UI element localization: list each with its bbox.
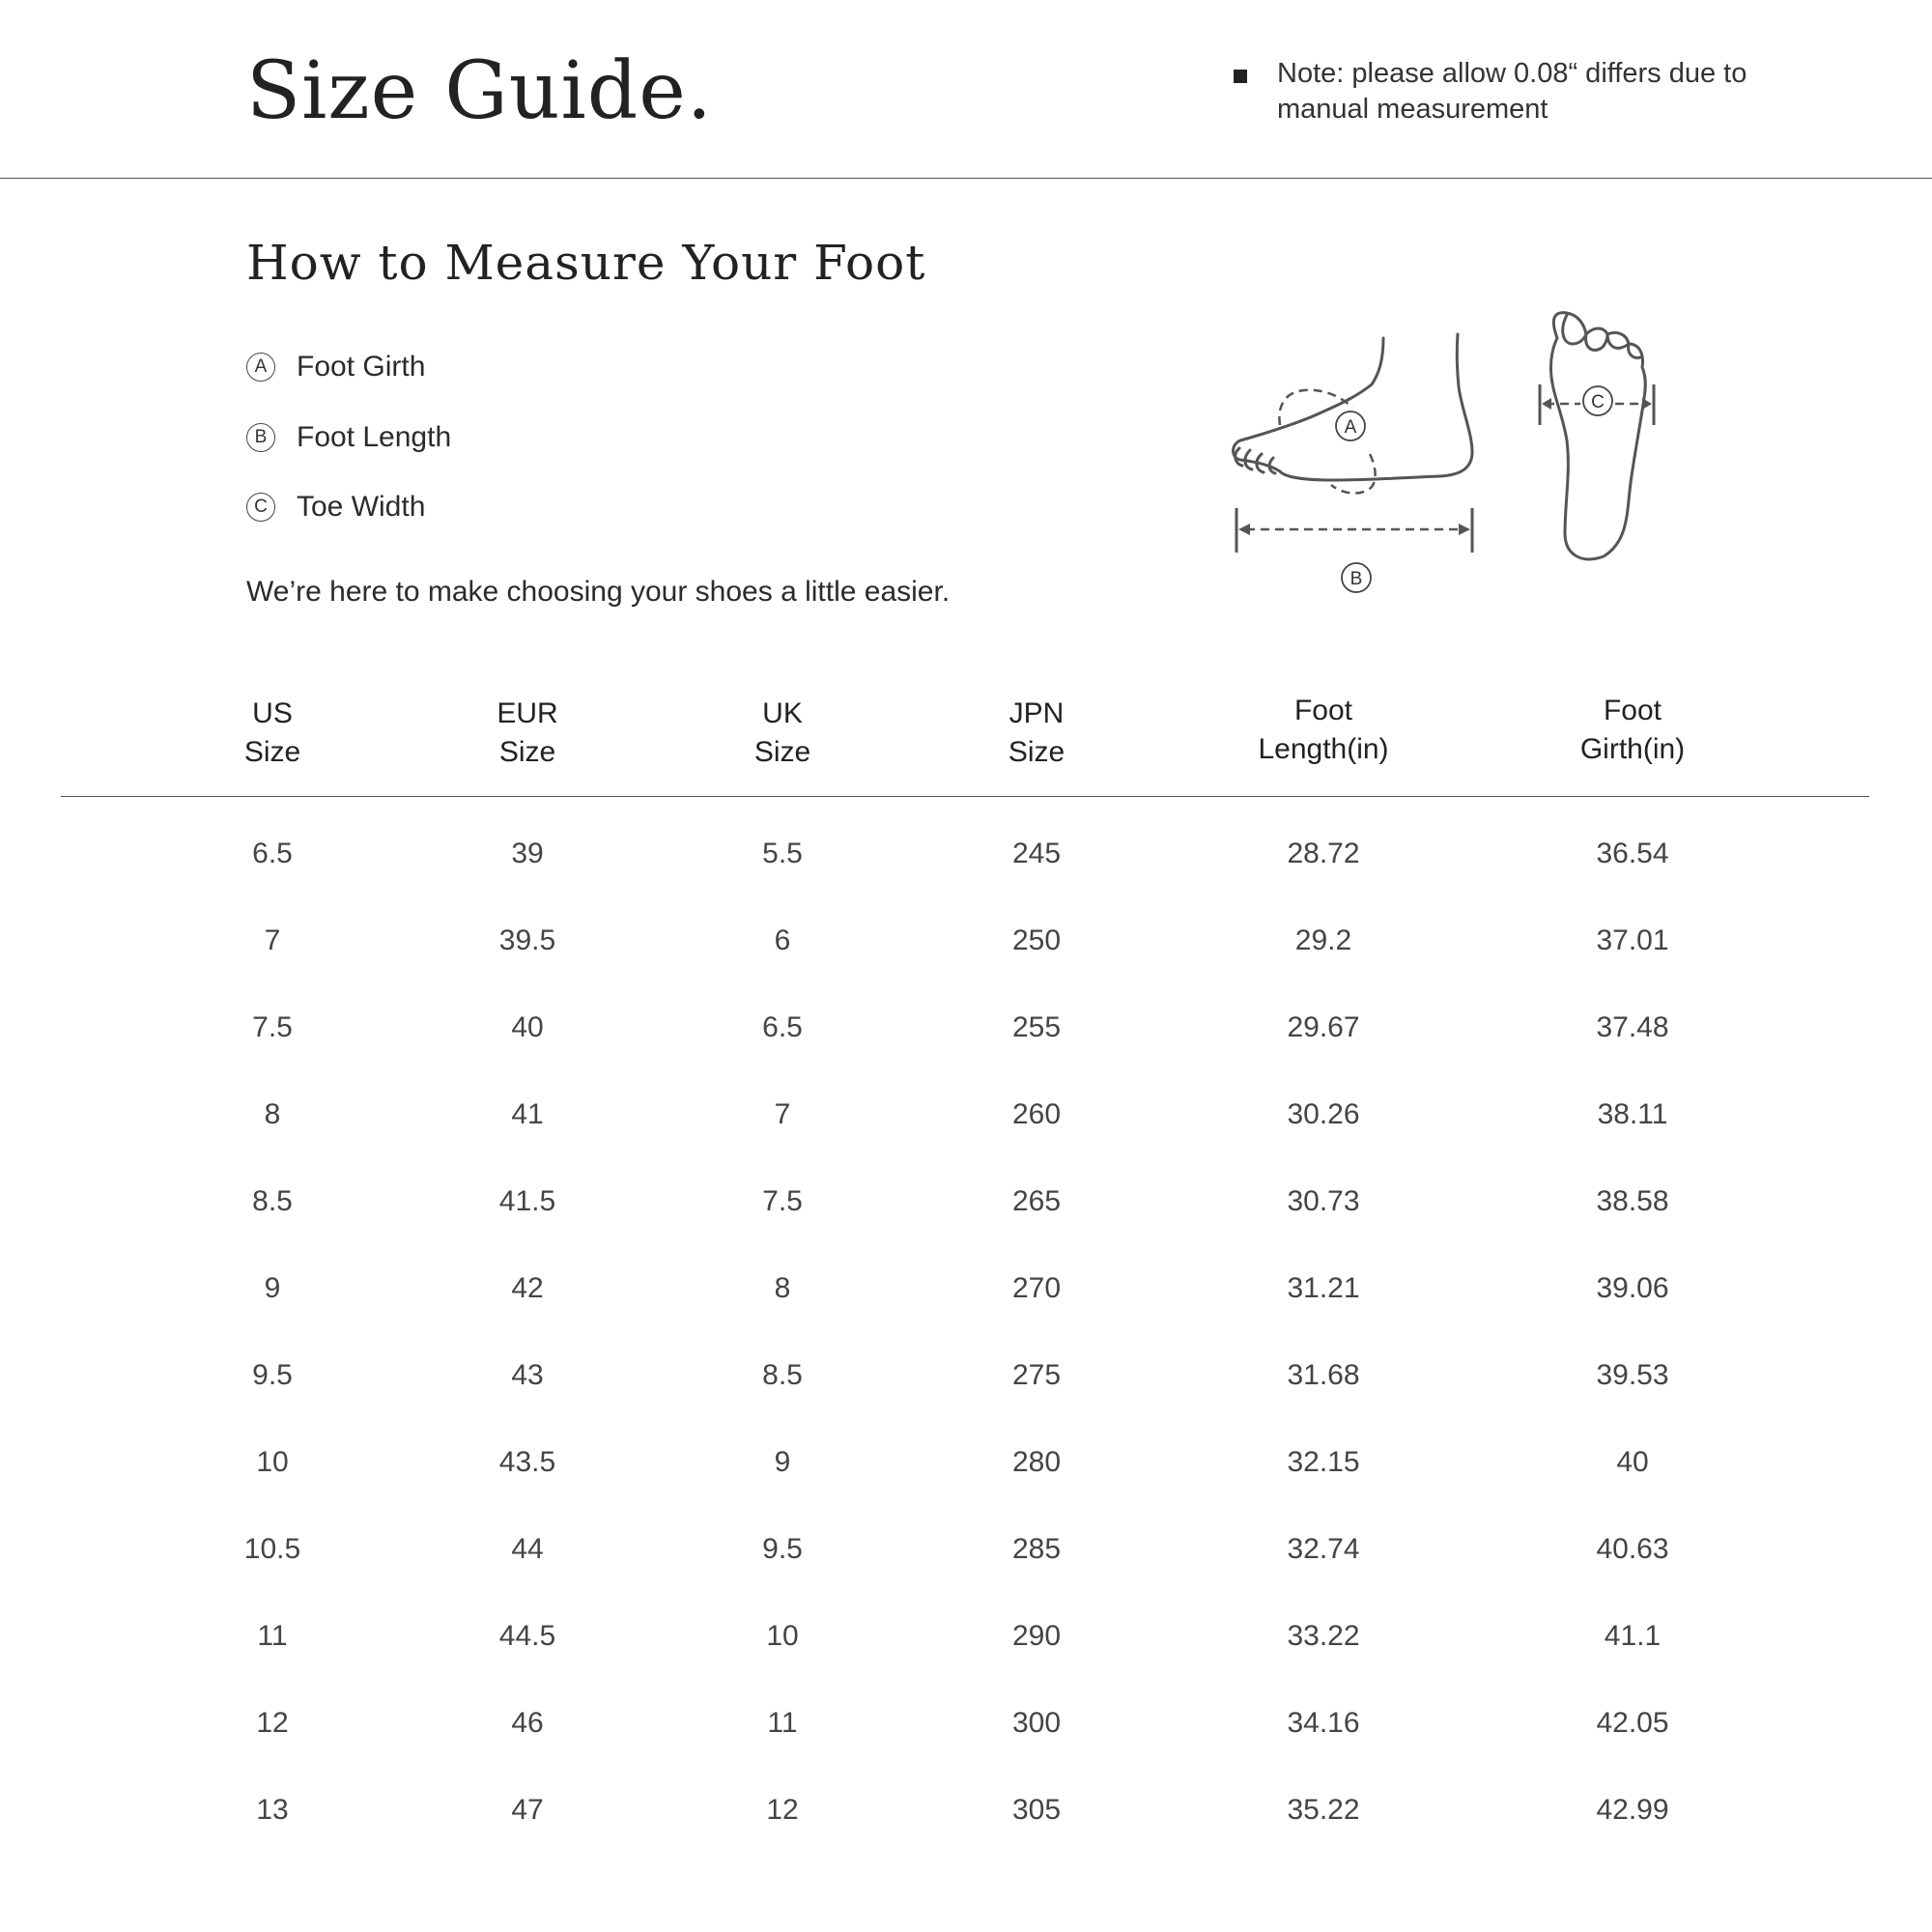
cell-uk-size: 7.5 (762, 1185, 803, 1217)
cell-eur-size: 41.5 (498, 1185, 556, 1217)
cell-uk-size: 6 (774, 924, 791, 956)
cell-jpn-size: 300 (1011, 1707, 1062, 1739)
cell-eur-size: 44.5 (498, 1620, 556, 1652)
cell-foot-length: 29.2 (1294, 924, 1352, 956)
cell-us-size: 13 (256, 1794, 289, 1826)
side-foot-outline (1234, 334, 1473, 480)
cell-foot-girth: 36.54 (1596, 838, 1669, 869)
header-divider (0, 178, 1932, 179)
cell-eur-size: 39.5 (498, 924, 556, 956)
cell-jpn-size: 245 (1011, 838, 1062, 869)
cell-foot-length: 30.26 (1287, 1098, 1360, 1130)
cell-foot-length: 28.72 (1287, 838, 1360, 869)
diagram-label-b: B (1350, 569, 1363, 589)
cell-foot-length: 34.16 (1287, 1707, 1360, 1739)
cell-us-size: 11 (257, 1620, 288, 1652)
legend-label: Foot Length (297, 421, 452, 453)
length-arrowhead-left (1238, 524, 1250, 535)
cell-eur-size: 43 (511, 1359, 544, 1391)
cell-foot-length: 33.22 (1287, 1620, 1360, 1652)
cell-us-size: 10 (256, 1446, 289, 1478)
cell-uk-size: 10 (766, 1620, 799, 1652)
cell-us-size: 12 (256, 1707, 289, 1739)
page-title: Size Guide. (246, 45, 713, 137)
cell-jpn-size: 255 (1011, 1011, 1062, 1043)
cell-uk-size: 8 (774, 1272, 791, 1304)
diagram-label-a: A (1344, 417, 1357, 438)
width-arrowhead-left (1542, 398, 1551, 410)
cell-foot-length: 32.74 (1287, 1533, 1360, 1565)
cell-eur-size: 40 (511, 1011, 544, 1043)
legend-item-foot-length (246, 418, 451, 457)
cell-eur-size: 44 (511, 1533, 544, 1565)
cell-uk-size: 11 (767, 1707, 798, 1739)
table-header-divider (61, 796, 1869, 797)
cell-eur-size: 41 (511, 1098, 544, 1130)
cell-us-size: 9 (264, 1272, 281, 1304)
cell-foot-girth: 42.05 (1596, 1707, 1669, 1739)
cell-foot-length: 31.21 (1287, 1272, 1360, 1304)
cell-jpn-size: 305 (1011, 1794, 1062, 1826)
cell-us-size: 7.5 (252, 1011, 293, 1043)
cell-us-size: 6.5 (252, 838, 293, 869)
cell-foot-girth: 37.01 (1596, 924, 1669, 956)
cell-foot-length: 30.73 (1287, 1185, 1360, 1217)
cell-foot-girth: 39.06 (1596, 1272, 1669, 1304)
cell-jpn-size: 270 (1011, 1272, 1062, 1304)
measure-heading: How to Measure Your Foot (246, 235, 926, 291)
circled-b-icon: B (246, 423, 275, 452)
cell-foot-length: 35.22 (1287, 1794, 1360, 1826)
circled-c-icon: C (246, 493, 275, 522)
cell-foot-length: 32.15 (1287, 1446, 1360, 1478)
legend-label: Toe Width (297, 491, 426, 523)
legend-item-foot-girth (246, 348, 425, 386)
diagram-label-c: C (1591, 392, 1605, 412)
cell-us-size: 8 (264, 1098, 281, 1130)
cell-eur-size: 43.5 (498, 1446, 556, 1478)
width-arrowhead-right (1642, 398, 1652, 410)
cell-uk-size: 9.5 (762, 1533, 803, 1565)
cell-uk-size: 5.5 (762, 838, 803, 869)
cell-foot-girth: 42.99 (1596, 1794, 1669, 1826)
cell-jpn-size: 265 (1011, 1185, 1062, 1217)
cell-us-size: 10.5 (243, 1533, 301, 1565)
cell-us-size: 8.5 (252, 1185, 293, 1217)
column-header-jpn-size: JPN Size (1008, 697, 1065, 768)
cell-foot-length: 29.67 (1287, 1011, 1360, 1043)
cell-foot-girth: 40.63 (1596, 1533, 1669, 1565)
cell-uk-size: 8.5 (762, 1359, 803, 1391)
cell-foot-girth: 37.48 (1596, 1011, 1669, 1043)
cell-jpn-size: 275 (1011, 1359, 1062, 1391)
cell-jpn-size: 290 (1011, 1620, 1062, 1652)
cell-jpn-size: 250 (1011, 924, 1062, 956)
cell-jpn-size: 285 (1011, 1533, 1062, 1565)
cell-us-size: 7 (264, 924, 281, 956)
circled-a-icon: A (246, 353, 275, 382)
cell-jpn-size: 260 (1011, 1098, 1062, 1130)
length-arrowhead-right (1459, 524, 1470, 535)
cell-eur-size: 47 (511, 1794, 544, 1826)
column-header-foot-length: Foot Length(in) (1258, 695, 1389, 765)
column-header-eur-size: EUR Size (497, 697, 558, 768)
tagline: We’re here to make choosing your shoes a little easier. (246, 576, 951, 608)
legend-label: Foot Girth (297, 351, 426, 383)
cell-uk-size: 12 (766, 1794, 799, 1826)
cell-foot-girth: 39.53 (1596, 1359, 1669, 1391)
cell-us-size: 9.5 (252, 1359, 293, 1391)
cell-foot-girth: 38.11 (1597, 1098, 1668, 1130)
cell-uk-size: 7 (774, 1098, 791, 1130)
sole-toe-details (1563, 315, 1640, 357)
cell-jpn-size: 280 (1011, 1446, 1062, 1478)
note-bullet-icon (1234, 70, 1247, 83)
column-header-uk-size: UK Size (753, 697, 811, 768)
cell-eur-size: 39 (511, 838, 544, 869)
foot-measurement-illustration (1227, 307, 1671, 607)
cell-foot-girth: 38.58 (1596, 1185, 1669, 1217)
legend-item-toe-width (246, 488, 425, 526)
cell-foot-length: 31.68 (1287, 1359, 1360, 1391)
column-header-foot-girth: Foot Girth(in) (1579, 695, 1686, 765)
cell-eur-size: 46 (511, 1707, 544, 1739)
cell-uk-size: 9 (774, 1446, 791, 1478)
column-header-us-size: US Size (243, 697, 301, 768)
cell-foot-girth: 40 (1616, 1446, 1649, 1478)
cell-uk-size: 6.5 (762, 1011, 803, 1043)
cell-eur-size: 42 (511, 1272, 544, 1304)
measurement-note: Note: please allow 0.08“ differs due to manual measurement (1277, 58, 1747, 125)
cell-foot-girth: 41.1 (1604, 1620, 1662, 1652)
